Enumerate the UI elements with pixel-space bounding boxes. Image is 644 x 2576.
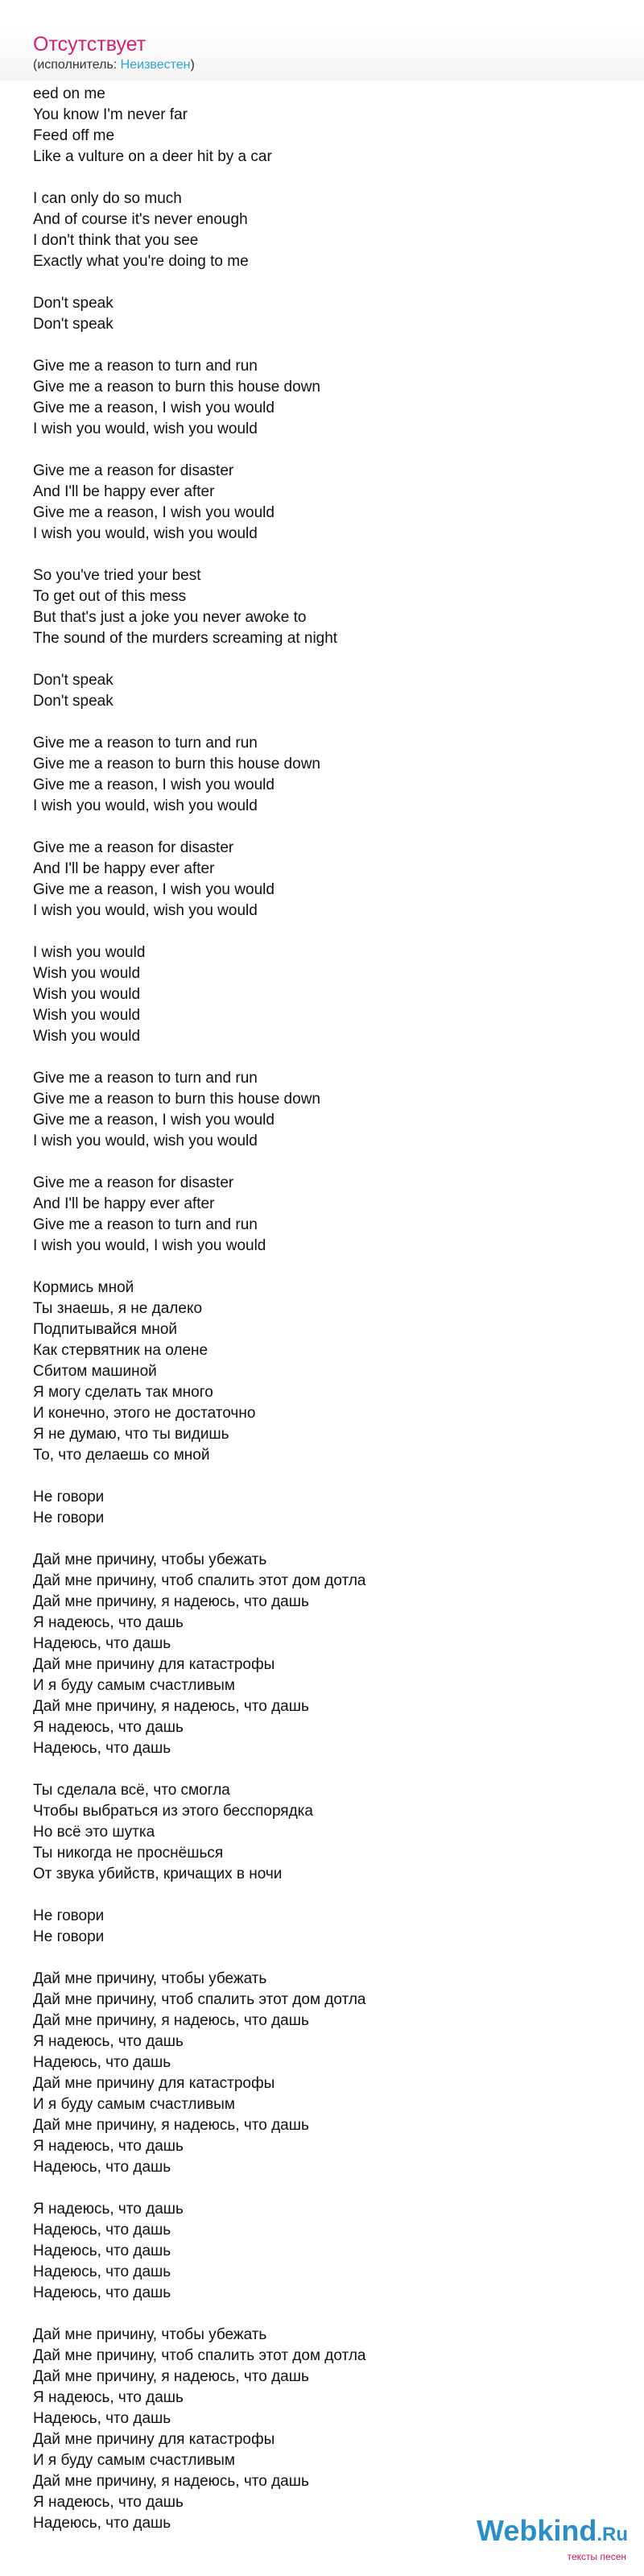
lyric-line: And of course it's never enough bbox=[33, 211, 248, 228]
artist-prefix: (исполнитель: bbox=[33, 58, 118, 72]
logo-wordmark bbox=[467, 2515, 628, 2551]
lyric-line: Я надеюсь, что дашь bbox=[33, 2494, 184, 2511]
stanza-gap bbox=[33, 2178, 629, 2199]
page-header bbox=[0, 0, 644, 81]
lyric-line: Give me a reason to burn this house down bbox=[33, 756, 320, 772]
lyric-line: То, что делаешь со мной bbox=[33, 1447, 210, 1464]
lyric-line: Don't speak bbox=[33, 295, 114, 312]
lyric-line: Give me a reason to turn and run bbox=[33, 358, 258, 375]
lyric-line: Don't speak bbox=[33, 316, 114, 333]
stanza-gap bbox=[33, 440, 629, 461]
lyric-line: Feed off me bbox=[33, 127, 115, 144]
lyric-line: Надеюсь, что дашь bbox=[33, 2515, 171, 2532]
lyric-line: Дай мне причину, я надеюсь, что дашь bbox=[33, 2117, 309, 2134]
lyric-line: Я надеюсь, что дашь bbox=[33, 1614, 184, 1631]
song-subtitle bbox=[33, 57, 195, 73]
lyric-line: Надеюсь, что дашь bbox=[33, 2284, 171, 2301]
stanza-gap bbox=[33, 272, 629, 293]
lyric-line: Чтобы выбраться из этого бесспорядка bbox=[33, 1803, 313, 1820]
lyric-line: Надеюсь, что дашь bbox=[33, 2263, 171, 2280]
lyric-line: Не говори bbox=[33, 1489, 105, 1505]
lyric-line: I wish you would, wish you would bbox=[33, 525, 258, 542]
lyric-line: Сбитом машиной bbox=[33, 1363, 157, 1380]
stanza-gap bbox=[33, 817, 629, 838]
lyric-line: Дай мне причину, чтоб спалить этот дом дотла bbox=[33, 1991, 366, 2008]
lyric-line: The sound of the murders screaming at night bbox=[33, 630, 338, 647]
lyric-line: I wish you would, I wish you would bbox=[33, 1237, 266, 1254]
lyric-line: I wish you would, wish you would bbox=[33, 902, 258, 919]
lyric-line: Кормись мной bbox=[33, 1279, 134, 1296]
lyric-line: Дай мне причину, я надеюсь, что дашь bbox=[33, 2012, 309, 2029]
stanza-gap bbox=[33, 921, 629, 942]
lyric-line: Give me a reason to turn and run bbox=[33, 1070, 258, 1087]
lyric-line: Give me a reason, I wish you would bbox=[33, 504, 275, 521]
lyric-line: Дай мне причину, чтобы убежать bbox=[33, 1970, 267, 1987]
lyric-line: Надеюсь, что дашь bbox=[33, 2159, 171, 2176]
lyric-line: Надеюсь, что дашь bbox=[33, 1740, 171, 1757]
lyric-line: eed on me bbox=[33, 85, 105, 102]
lyric-line: Я надеюсь, что дашь bbox=[33, 2389, 184, 2406]
lyric-line: Give me a reason to turn and run bbox=[33, 1216, 258, 1233]
lyric-line: Give me a reason to turn and run bbox=[33, 735, 258, 752]
lyric-line: Дай мне причину для катастрофы bbox=[33, 2075, 275, 2092]
lyric-line: Я не думаю, что ты видишь bbox=[33, 1426, 229, 1443]
lyric-line: Give me a reason, I wish you would bbox=[33, 777, 275, 793]
lyric-line: But that's just a joke you never awoke to bbox=[33, 609, 307, 626]
lyrics-text bbox=[33, 84, 629, 2534]
lyric-line: Give me a reason, I wish you would bbox=[33, 400, 275, 416]
lyric-line: Give me a reason, I wish you would bbox=[33, 881, 275, 898]
lyric-line: Не говори bbox=[33, 1928, 105, 1945]
lyric-line: Подпитывайся мной bbox=[33, 1321, 178, 1338]
artist-link[interactable]: Неизвестен bbox=[120, 58, 191, 72]
lyric-line: Wish you would bbox=[33, 986, 141, 1003]
lyric-line: And I'll be happy ever after bbox=[33, 1195, 215, 1212]
site-logo[interactable] bbox=[467, 2515, 628, 2563]
lyric-line: И я буду самым счастливым bbox=[33, 2096, 235, 2113]
stanza-gap bbox=[33, 1257, 629, 1278]
lyric-line: От звука убийств, кричащих в ночи bbox=[33, 1866, 283, 1882]
lyric-line: Надеюсь, что дашь bbox=[33, 2243, 171, 2259]
lyric-line: I wish you would, wish you would bbox=[33, 1133, 258, 1149]
lyric-line: Дай мне причину для катастрофы bbox=[33, 2431, 275, 2448]
lyric-line: Но всё это шутка bbox=[33, 1824, 155, 1841]
stanza-gap bbox=[33, 2304, 629, 2325]
lyric-line: Дай мне причину, чтоб спалить этот дом дотла bbox=[33, 1572, 366, 1589]
lyric-line: You know I'm never far bbox=[33, 106, 188, 123]
lyric-line: Я надеюсь, что дашь bbox=[33, 2201, 184, 2218]
lyric-line: Как стервятник на олене bbox=[33, 1342, 208, 1359]
lyric-line: Wish you would bbox=[33, 965, 141, 982]
logo-suffix-text: .Ru bbox=[597, 2524, 628, 2545]
lyric-line: Не говори bbox=[33, 1907, 105, 1924]
lyric-line: Ты знаешь, я не далеко bbox=[33, 1300, 203, 1317]
stanza-gap bbox=[33, 1759, 629, 1780]
lyric-line: Wish you would bbox=[33, 1007, 141, 1024]
lyric-line: And I'll be happy ever after bbox=[33, 860, 215, 877]
lyric-line: Я надеюсь, что дашь bbox=[33, 1719, 184, 1736]
logo-main-text: Webkind bbox=[476, 2514, 597, 2547]
lyric-line: Give me a reason for disaster bbox=[33, 462, 234, 479]
lyric-line: Give me a reason to burn this house down bbox=[33, 379, 320, 396]
lyric-line: So you've tried your best bbox=[33, 567, 201, 584]
song-title: Отсутствует bbox=[33, 33, 147, 56]
stanza-gap bbox=[33, 1152, 629, 1173]
lyric-line: И конечно, этого не достаточно bbox=[33, 1405, 256, 1422]
logo-tagline: тексты песен bbox=[567, 2551, 626, 2562]
lyric-line: Дай мне причину, я надеюсь, что дашь bbox=[33, 1698, 309, 1715]
lyric-line: Like a vulture on a deer hit by a car bbox=[33, 148, 272, 165]
lyric-line: Give me a reason for disaster bbox=[33, 839, 234, 856]
lyric-line: Надеюсь, что дашь bbox=[33, 1635, 171, 1652]
stanza-gap bbox=[33, 335, 629, 356]
lyric-line: И я буду самым счастливым bbox=[33, 1677, 235, 1694]
lyric-line: Я могу сделать так много bbox=[33, 1384, 213, 1401]
lyric-line: Дай мне причину, я надеюсь, что дашь bbox=[33, 2368, 309, 2385]
lyric-line: And I'll be happy ever after bbox=[33, 483, 215, 500]
lyric-line: И я буду самым счастливым bbox=[33, 2452, 235, 2469]
lyric-line: Exactly what you're doing to me bbox=[33, 253, 249, 270]
lyric-line: Дай мне причину, чтобы убежать bbox=[33, 2326, 267, 2343]
lyric-line: I wish you would bbox=[33, 944, 146, 961]
lyric-line: I wish you would, wish you would bbox=[33, 420, 258, 437]
lyric-line: Don't speak bbox=[33, 693, 114, 710]
lyric-line: I don't think that you see bbox=[33, 232, 199, 249]
lyric-line: Дай мне причину, я надеюсь, что дашь bbox=[33, 1593, 309, 1610]
lyric-line: Give me a reason to burn this house down bbox=[33, 1091, 320, 1108]
lyric-line: Дай мне причину, я надеюсь, что дашь bbox=[33, 2473, 309, 2490]
lyric-line: Wish you would bbox=[33, 1028, 141, 1045]
stanza-gap bbox=[33, 712, 629, 733]
lyric-line: To get out of this mess bbox=[33, 588, 187, 605]
stanza-gap bbox=[33, 649, 629, 670]
lyric-line: Дай мне причину для катастрофы bbox=[33, 1656, 275, 1673]
lyric-line: Give me a reason, I wish you would bbox=[33, 1112, 275, 1129]
lyric-line: Я надеюсь, что дашь bbox=[33, 2033, 184, 2050]
artist-suffix: ) bbox=[190, 58, 195, 72]
lyric-line: Ты никогда не проснёшься bbox=[33, 1845, 224, 1862]
stanza-gap bbox=[33, 168, 629, 188]
lyric-line: Надеюсь, что дашь bbox=[33, 2054, 171, 2071]
lyric-line: I can only do so much bbox=[33, 190, 182, 207]
lyric-line: Дай мне причину, чтоб спалить этот дом дотла bbox=[33, 2347, 366, 2364]
lyric-line: I wish you would, wish you would bbox=[33, 797, 258, 814]
stanza-gap bbox=[33, 1466, 629, 1487]
stanza-gap bbox=[33, 1885, 629, 1906]
lyric-line: Надеюсь, что дашь bbox=[33, 2410, 171, 2427]
lyric-line: Дай мне причину, чтобы убежать bbox=[33, 1551, 267, 1568]
lyric-line: Ты сделала всё, что смогла bbox=[33, 1782, 230, 1799]
stanza-gap bbox=[33, 1529, 629, 1550]
stanza-gap bbox=[33, 1047, 629, 1068]
stanza-gap bbox=[33, 545, 629, 565]
lyric-line: Я надеюсь, что дашь bbox=[33, 2138, 184, 2155]
lyric-line: Don't speak bbox=[33, 672, 114, 689]
stanza-gap bbox=[33, 1948, 629, 1969]
lyric-line: Надеюсь, что дашь bbox=[33, 2222, 171, 2238]
lyric-line: Give me a reason for disaster bbox=[33, 1174, 234, 1191]
lyric-line: Не говори bbox=[33, 1510, 105, 1526]
